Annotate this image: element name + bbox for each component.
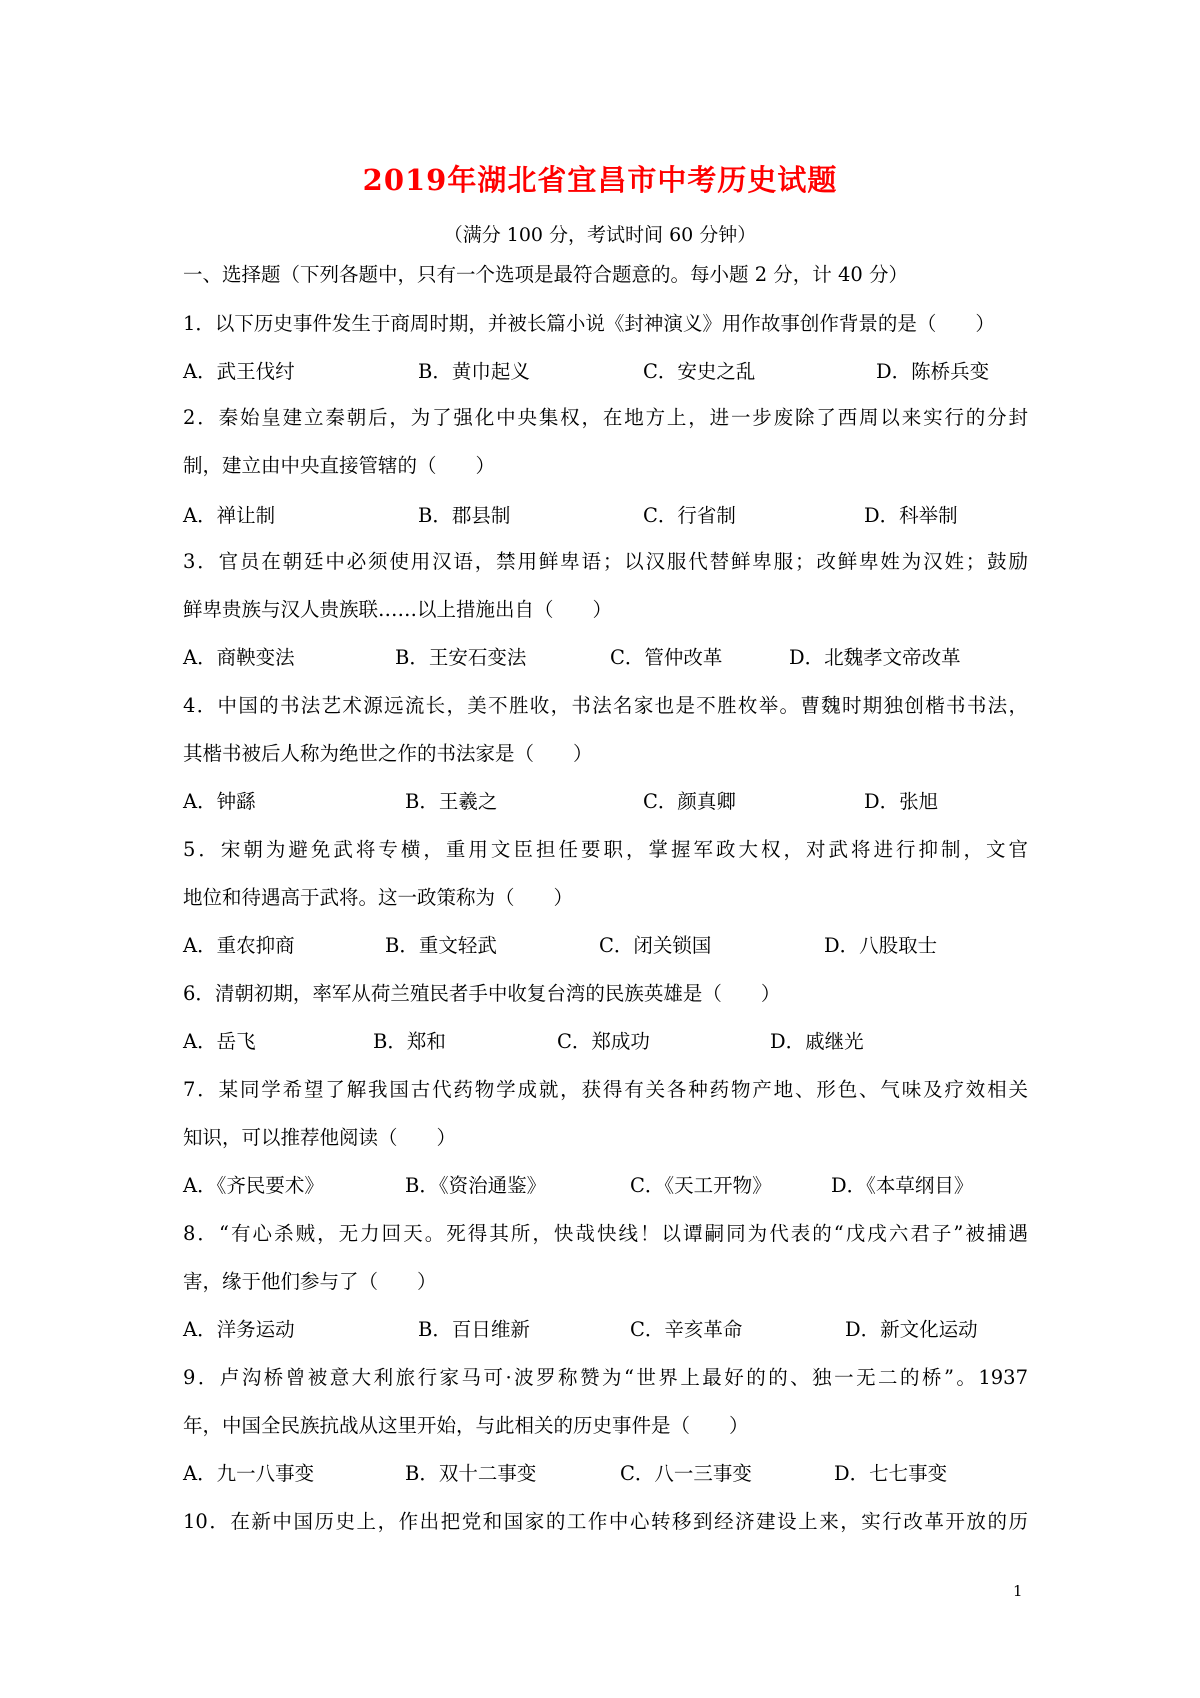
question-3-option-d: D．北魏孝文帝改革 (789, 646, 961, 669)
question-6-option-d: D．戚继光 (770, 1030, 864, 1053)
question-3-option-a: A．商鞅变法 (183, 646, 295, 669)
question-8-text-line-2: 害，缘于他们参与了（ ） (183, 1270, 437, 1293)
question-8-text-line-1: 8．“有心杀贼，无力回天。死得其所，快哉快线！以谭嗣同为代表的“戊戌六君子”被捕遇 (183, 1222, 1028, 1245)
question-6-option-a: A．岳飞 (183, 1030, 256, 1053)
question-7-option-c: C．《天工开物》 (630, 1174, 772, 1197)
question-8-option-d: D．新文化运动 (845, 1318, 978, 1341)
question-5-option-c: C．闭关锁国 (599, 934, 712, 957)
question-2-option-d: D．科举制 (864, 504, 958, 527)
question-10-text-line-1: 10．在新中国历史上，作出把党和国家的工作中心转移到经济建设上来，实行改革开放的历 (183, 1510, 1028, 1533)
question-5-option-b: B．重文轻武 (385, 934, 497, 957)
question-5-option-d: D．八股取士 (824, 934, 938, 957)
question-2-text-line-2: 制，建立由中央直接管辖的（ ） (183, 454, 496, 477)
question-1-option-b: B．黄巾起义 (418, 360, 530, 383)
section-heading: 一、选择题（下列各题中，只有一个选项是最符合题意的。每小题 2 分，计 40 分） (183, 263, 909, 286)
question-5-text-line-2: 地位和待遇高于武将。这一政策称为（ ） (183, 886, 574, 909)
question-3-option-c: C．管仲改革 (610, 646, 723, 669)
exam-subtitle: （满分 100 分，考试时间 60 分钟） (443, 224, 757, 246)
question-6-text: 6．清朝初期，率军从荷兰殖民者手中收复台湾的民族英雄是（ ） (183, 982, 781, 1005)
question-2-text-line-1: 2．秦始皇建立秦朝后，为了强化中央集权，在地方上，进一步废除了西周以来实行的分封 (183, 406, 1028, 429)
question-9-option-b: B．双十二事变 (405, 1462, 537, 1485)
question-3-text-line-1: 3．官员在朝廷中必须使用汉语，禁用鲜卑语；以汉服代替鲜卑服；改鲜卑姓为汉姓；鼓励 (183, 550, 1028, 573)
question-9-option-c: C．八一三事变 (620, 1462, 752, 1485)
question-4-text-line-2: 其楷书被后人称为绝世之作的书法家是（ ） (183, 742, 593, 765)
question-9-option-d: D．七七事变 (834, 1462, 948, 1485)
question-8-option-b: B．百日维新 (418, 1318, 530, 1341)
question-1-option-c: C．安史之乱 (643, 360, 756, 383)
question-6-option-b: B．郑和 (373, 1030, 446, 1053)
question-8-option-c: C．辛亥革命 (630, 1318, 743, 1341)
question-7-text-line-1: 7．某同学希望了解我国古代药物学成就，获得有关各种药物产地、形色、气味及疗效相关 (183, 1078, 1028, 1101)
question-7-option-b: B．《资治通鉴》 (405, 1174, 547, 1197)
question-2-option-c: C．行省制 (643, 504, 736, 527)
question-8-option-a: A．洋务运动 (183, 1318, 295, 1341)
question-4-option-b: B．王羲之 (405, 790, 498, 813)
question-9-text-line-1: 9．卢沟桥曾被意大利旅行家马可·波罗称赞为“世界上最好的的、独一无二的桥”。1937 (183, 1366, 1028, 1389)
question-1-text: 1．以下历史事件发生于商周时期，并被长篇小说《封神演义》用作故事创作背景的是（ ） (183, 312, 995, 335)
question-2-option-b: B．郡县制 (418, 504, 511, 527)
question-9-option-a: A．九一八事变 (183, 1462, 315, 1485)
page-number: 1 (1013, 1582, 1023, 1600)
question-4-option-a: A．钟繇 (183, 790, 256, 813)
exam-title: 2019年湖北省宜昌市中考历史试题 (362, 163, 838, 197)
question-6-option-c: C．郑成功 (557, 1030, 650, 1053)
question-4-option-c: C．颜真卿 (643, 790, 736, 813)
question-2-option-a: A．禅让制 (183, 504, 276, 527)
question-4-text-line-1: 4．中国的书法艺术源远流长，美不胜收，书法名家也是不胜枚举。曹魏时期独创楷书书法， (183, 694, 1028, 717)
question-3-option-b: B．王安石变法 (395, 646, 527, 669)
question-4-option-d: D．张旭 (864, 790, 939, 813)
question-7-text-line-2: 知识，可以推荐他阅读（ ） (183, 1126, 457, 1149)
question-1-option-a: A．武王伐纣 (183, 360, 295, 383)
question-5-option-a: A．重农抑商 (183, 934, 295, 957)
question-9-text-line-2: 年，中国全民族抗战从这里开始，与此相关的历史事件是（ ） (183, 1414, 749, 1437)
question-5-text-line-1: 5．宋朝为避免武将专横，重用文臣担任要职，掌握军政大权，对武将进行抑制，文官 (183, 838, 1028, 861)
question-7-option-a: A．《齐民要术》 (183, 1174, 324, 1197)
question-7-option-d: D．《本草纲目》 (831, 1174, 974, 1197)
question-3-text-line-2: 鲜卑贵族与汉人贵族联……以上措施出自（ ） (183, 598, 613, 621)
question-1-option-d: D．陈桥兵变 (876, 360, 990, 383)
